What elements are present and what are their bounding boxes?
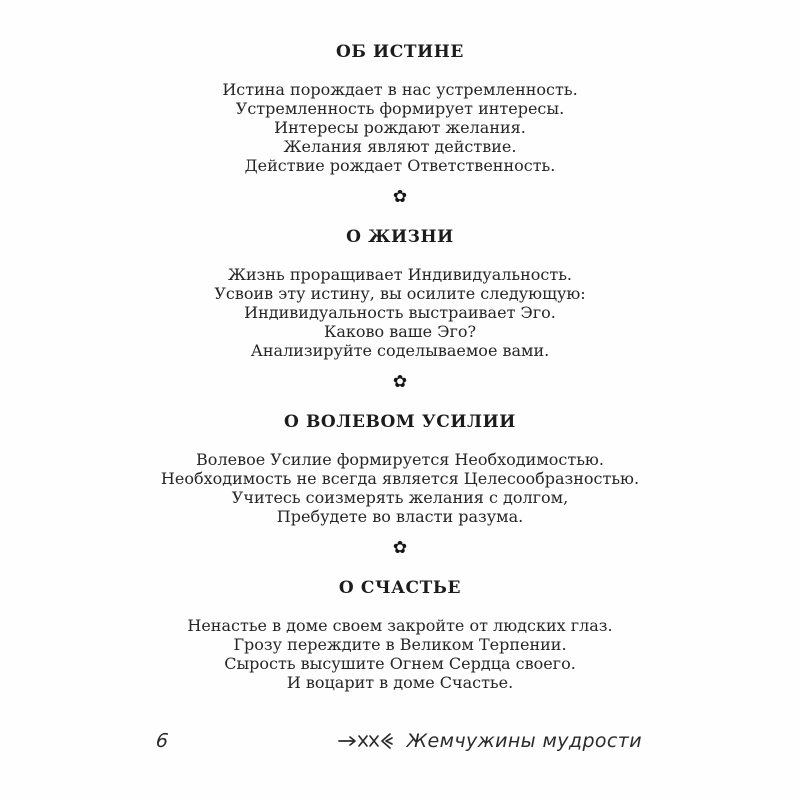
fleuron-icon: ✿ [392, 372, 408, 392]
section-happiness [0, 578, 800, 692]
aphorism-line: Волевое Усилие формируется Необходимостью. [196, 450, 604, 469]
aphorism-line: Желания являют действие. [283, 137, 517, 156]
page-number: 6 [154, 730, 170, 752]
aphorism-line: Жизнь проращивает Индивидуальность. [227, 265, 573, 284]
section-heading: О ЖИЗНИ [346, 227, 454, 247]
aphorism-line: Истина порождает в нас устремленность. [222, 80, 578, 99]
aphorism-line: Ненастье в доме своем закройте от людских глаз. [187, 616, 613, 635]
aphorism-line: Действие рождает Ответственность. [244, 156, 556, 175]
aphorism-line: Индивидуальность выстраивает Эго. [244, 303, 556, 322]
aphorism-line: Усвоив эту истину, вы осилите следующую: [214, 284, 586, 303]
fleuron-icon: ✿ [392, 187, 408, 207]
book-title: Жемчужины мудрости [406, 730, 642, 752]
aphorism-line: Устремленность формирует интересы. [235, 99, 565, 118]
aphorism-line: Необходимость не всегда является Целесообразностью. [160, 469, 640, 488]
aphorism-line: Учитесь соизмерять желания с долгом, [231, 488, 569, 507]
aphorism-line: Грозу переждите в Великом Терпении. [233, 635, 567, 654]
aphorism-line: Пребудете во власти разума. [276, 507, 524, 526]
fleuron-icon: ✿ [392, 538, 408, 558]
section-life [0, 227, 800, 360]
page-footer [0, 730, 800, 752]
aphorism-line: Интересы рождают желания. [274, 118, 526, 137]
section-truth [0, 42, 800, 175]
section-heading: ОБ ИСТИНЕ [336, 42, 464, 62]
section-heading: О ВОЛЕВОМ УСИЛИИ [284, 412, 516, 432]
aphorism-line: Анализируйте соделываемое вами. [250, 341, 550, 360]
section-willpower [0, 412, 800, 526]
section-heading: О СЧАСТЬЕ [338, 578, 462, 598]
arrow-flourish-icon [338, 731, 394, 751]
aphorism-line: Каково ваше Эго? [323, 322, 477, 341]
running-title [338, 730, 642, 752]
aphorism-line: И воцарит в доме Счастье. [286, 673, 514, 692]
aphorism-line: Сырость высушите Огнем Сердца своего. [224, 654, 576, 673]
